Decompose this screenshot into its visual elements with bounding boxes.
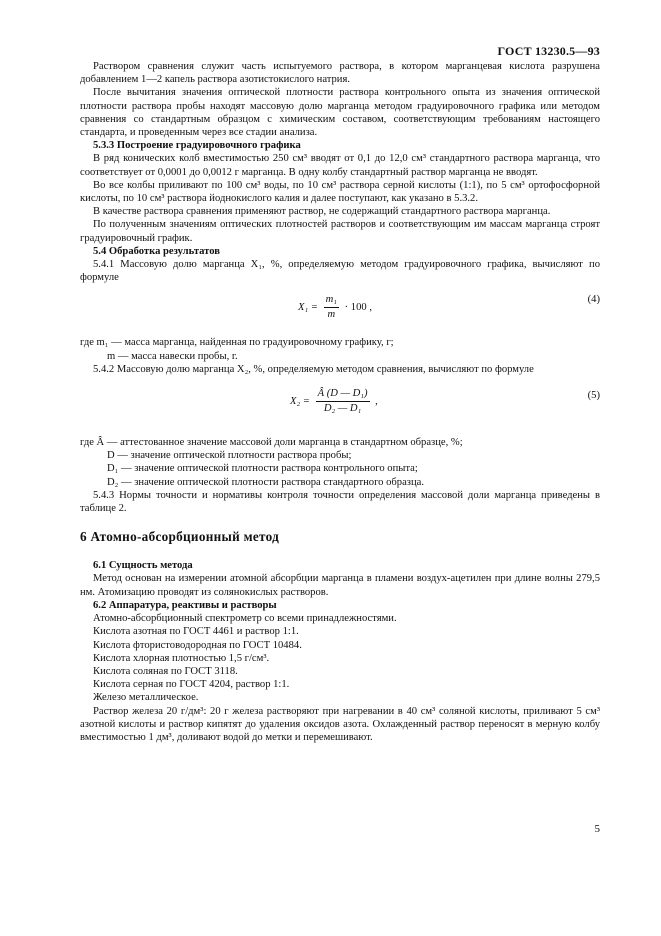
section-heading-5-3-3: 5.3.3 Построение градуировочного графика <box>93 140 301 152</box>
page-body <box>80 42 600 744</box>
paragraph: 5.4.1 Массовую долю марганца X₁, %, определяемую методом градуировочного графика, вычисляют по формуле <box>80 259 600 284</box>
legend-line: где m₁ — масса марганца, найденная по градуировочному графику, г; <box>80 337 394 349</box>
formula-denominator: m <box>327 309 336 321</box>
formula-fraction <box>316 388 370 415</box>
legend-line: где Â — аттестованное значение массовой доли марганца в стандартном образце, %; <box>80 437 463 449</box>
formula-lhs: X₂ = <box>290 396 310 407</box>
legend-line: D₂ — значение оптической плотности раствора стандартного образца. <box>107 476 424 488</box>
formula-number: (5) <box>587 390 600 402</box>
paragraph: Раствор железа 20 г/дм³: 20 г железа растворяют при нагревании в 40 см³ соляной кислоты, приливают 5 см³ азотной кислоты и раствор кипятят до удаления оксидов азота. Охлажденный раствор переносят в мерную колбу вместимостью 1 дм³, доливают водой до метки и перемешивают. <box>80 705 600 743</box>
reagents-list <box>80 612 600 704</box>
formula-tail: , <box>375 396 378 407</box>
list-item: Кислота азотная по ГОСТ 4461 и раствор 1:1. <box>93 626 299 638</box>
formula-lhs: X₁ = <box>298 302 318 314</box>
list-item: Кислота соляная по ГОСТ 3118. <box>93 665 238 677</box>
legend-line: D — значение оптической плотности раствора пробы; <box>107 450 352 462</box>
section-heading-5-4: 5.4 Обработка результатов <box>93 245 220 257</box>
section-heading-6-2: 6.2 Аппаратура, реактивы и растворы <box>93 599 277 611</box>
formula-numerator: Â (D — D₁) <box>316 388 370 402</box>
legend-line: D₁ — значение оптической плотности раствора контрольного опыта; <box>107 463 418 475</box>
paragraph: В ряд конических колб вместимостью 250 см³ вводят от 0,1 до 12,0 см³ стандартного раствора марганца, что соответствует от 0,0001 до 0,0012 г марганца. В одну колбу стандартный раствор марганца не вводят. <box>80 153 600 178</box>
section-heading-6-1: 6.1 Сущность метода <box>93 560 193 572</box>
paragraph: 5.4.2 Массовую долю марганца X₂, %, определяемую методом сравнения, вычисляют по формуле <box>93 363 534 375</box>
paragraph: 5.4.3 Нормы точности и нормативы контроля точности определения массовой доли марганца приведены в таблице 2. <box>80 489 600 515</box>
page-number: 5 <box>594 823 600 835</box>
list-item: Атомно-абсорбционный спектрометр со всеми принадлежностями. <box>93 613 397 625</box>
list-item: Кислота серная по ГОСТ 4204, раствор 1:1. <box>93 679 290 691</box>
list-item: Железо металлическое. <box>93 692 199 704</box>
formula-4 <box>80 290 600 332</box>
formula-number: (4) <box>587 294 600 306</box>
paragraph: После вычитания значения оптической плотности раствора контрольного опыта из значения оптической плотности раствора пробы находят массовую долю марганца методом градуировочного графика или методом сравнения со стандартным образцом с химическим составом, соответствующим требованиям настоящего стандарта, и проведенным через все стадии анализа. <box>80 87 600 139</box>
legend-line: m — масса навески пробы, г. <box>107 350 238 362</box>
list-item: Кислота фтористоводородная по ГОСТ 10484. <box>93 639 302 651</box>
paragraph: В качестве раствора сравнения применяют раствор, не содержащий стандартного раствора марганца. <box>93 206 551 218</box>
paragraph: Метод основан на измерении атомной абсорбции марганца в пламени воздух-ацетилен при длине волны 279,5 нм. Атомизацию проводят из солянокислых растворов. <box>80 573 600 598</box>
formula-4-legend <box>80 336 600 362</box>
list-item: Кислота хлорная плотностью 1,5 г/см³. <box>93 652 270 664</box>
formula-5 <box>80 382 600 430</box>
document-id-header: ГОСТ 13230.5—93 <box>497 44 600 58</box>
formula-tail: · 100 , <box>344 302 372 314</box>
paragraph: По полученным значениям оптических плотностей растворов и соответствующим им массам марганца строят градуировочный график. <box>80 219 600 244</box>
formula-fraction <box>324 294 339 321</box>
formula-denominator: D₂ — D₁ <box>323 403 362 415</box>
paragraph: Раствором сравнения служит часть испытуемого раствора, в котором марганцевая кислота разрушена добавлением 1—2 капель раствора азотистокислого натрия. <box>80 61 600 86</box>
paragraph: Во все колбы приливают по 100 см³ воды, по 10 см³ раствора серной кислоты (1:1), по 5 см³ ортофосфорной кислоты, по 10 см³ раствора йоднокислого калия и далее поступают, как указано в 5.3.2. <box>80 179 600 205</box>
section-heading-6: 6 Атомно-абсорбционный метод <box>80 529 280 545</box>
formula-5-legend <box>80 436 600 489</box>
formula-numerator: m₁ <box>324 294 339 308</box>
